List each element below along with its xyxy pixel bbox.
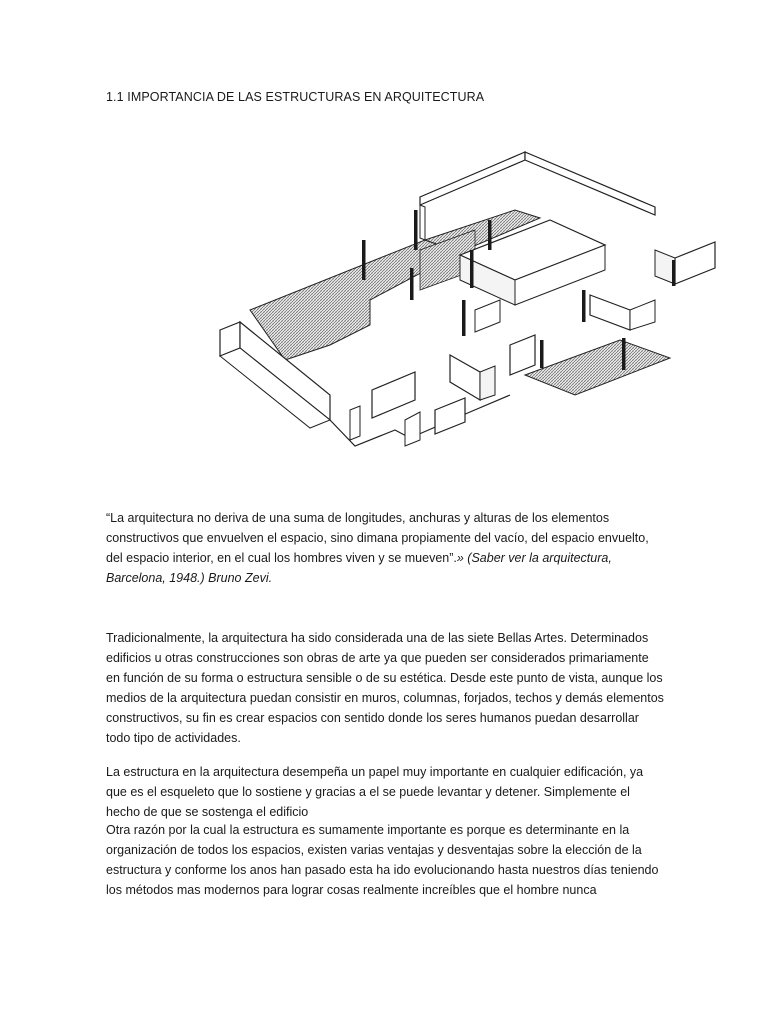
hatched-terrace [525,340,670,395]
quote-text: “La arquitectura no deriva de una suma de longitudes, anchuras y alturas de los elementos constructivos que envuelven el espacio, sino dimana propiamente del vacío, del espacio envuelto, del espacio interior, en el cual los hombres viven y se mueven”. [106,511,649,565]
quote-citation: » (Saber ver la arquitectura, Barcelona, 1948.) Bruno Zevi. [106,551,612,585]
paragraph-3: Otra razón por la cual la estructura es sumamente importante es porque es determinante en la organización de todos los espacios, existen varias ventajas y desventajas sobre la elección de la estructura y conforme los anos han pasado esta ha ido evolucionando hasta nuestros días teniendo los métodos mas modernos para lograr cosas realmente increíbles que el hombre nunca [106,823,659,897]
epigraph-quote [106,508,666,588]
page-heading: 1.1 IMPORTANCIA DE LAS ESTRUCTURAS EN ARQUITECTURA [106,90,485,104]
paragraph-1: Tradicionalmente, la arquitectura ha sido considerada una de las siete Bellas Artes. Determinados edificios u otras construcciones son obras de arte ya que pueden ser considerados primariamente en función de su forma o estructura sensible o de su estética. Desde este punto de vista, aunque los medios de la arquitectura puedan consistir en muros, columnas, forjados, techos y demás elementos constructivos, su fin es crear espacios con sentido donde los seres humanos puedan desarrollar todo tipo de actividades. [106,631,664,745]
right-walls [590,242,715,330]
interior-walls [350,300,535,446]
axonometric-building-drawing [210,150,730,470]
paragraph-2: La estructura en la arquitectura desempeña un papel muy importante en cualquier edificación, ya que es el esqueleto que lo sostiene y gracias a el se puede levantar y detener. Simplemente el hecho de que se sostenga el edificio [106,765,644,819]
